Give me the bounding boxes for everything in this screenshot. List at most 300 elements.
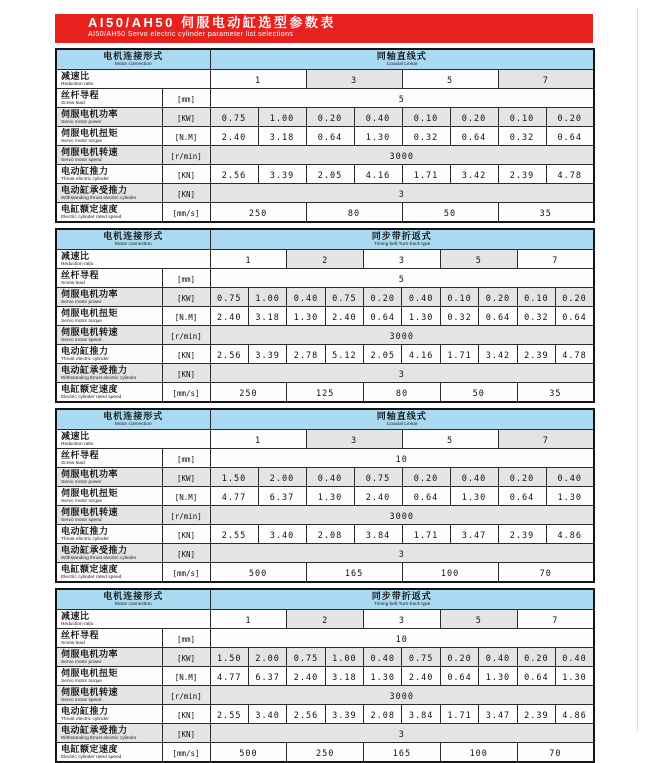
servo-motor-power-value-cell-text: 0.10	[447, 294, 472, 304]
servo-motor-speed-label-cell-cn: 伺服电机转速	[61, 686, 119, 697]
servo-motor-torque-value-cell	[364, 667, 402, 686]
servo-motor-power-value-cell	[556, 288, 595, 307]
servo-motor-torque-value-cell	[210, 667, 248, 686]
servo-motor-power-value-cell	[450, 108, 498, 127]
rated-speed-value-cell	[364, 383, 441, 403]
servo-motor-power-label-cell-en: Servo motor power	[61, 660, 102, 665]
cylinder-thrust-value-cell	[210, 165, 258, 184]
reduction-ratio-label-cell-cn: 减速比	[61, 610, 90, 621]
rated-speed-value-cell	[364, 743, 441, 763]
servo-motor-power-value-cell-text: 2.00	[255, 654, 280, 664]
withstanding-thrust-label-cell-cn: 电动缸承受推力	[61, 364, 128, 375]
servo-motor-torque-unit-cell	[162, 667, 210, 686]
servo-motor-power-label-cell-en: Servo motor power	[61, 300, 102, 305]
servo-motor-torque-value-cell	[517, 307, 555, 326]
page-edge-line	[637, 8, 638, 731]
connection-type-header-cell-en: Timing belt Turn-back type	[373, 242, 430, 247]
servo-motor-torque-value-cell	[517, 667, 555, 686]
servo-motor-torque-value-cell-text: 2.40	[221, 133, 247, 143]
cylinder-thrust-value-cell-text: 2.39	[509, 171, 535, 181]
servo-motor-power-value-cell-text: 0.20	[447, 654, 472, 664]
servo-motor-torque-value-cell-text: 1.30	[370, 673, 396, 683]
rated-speed-value-cell	[306, 563, 402, 583]
servo-motor-torque-value-cell	[354, 487, 402, 506]
cylinder-thrust-value-cell	[440, 705, 478, 724]
reduction-ratio-value-cell	[498, 430, 594, 449]
reduction-ratio-label-cell	[56, 430, 210, 449]
motor-connection-header-cell-cn: 电机连接形式	[103, 410, 164, 421]
servo-motor-torque-value-cell-text: 0.64	[317, 133, 343, 143]
servo-motor-power-value-cell	[364, 648, 402, 667]
cylinder-thrust-value-cell-text: 2.08	[317, 531, 343, 541]
withstanding-thrust-label-cell-en: Withstanding thrust electric cylinder	[61, 736, 137, 741]
servo-motor-power-value-cell-text: 0.75	[293, 654, 319, 664]
servo-motor-torque-unit-cell	[162, 487, 210, 506]
servo-motor-power-value-cell-text: 0.75	[332, 294, 357, 304]
rated-speed-value-cell	[210, 563, 306, 583]
reduction-ratio-value-cell	[287, 250, 364, 269]
screw-lead-merged-value-cell	[210, 449, 594, 468]
screw-lead-merged-value-cell-text: 10	[395, 455, 408, 465]
servo-motor-torque-value-cell-text: 0.32	[524, 313, 549, 323]
servo-motor-power-label-cell	[56, 108, 162, 127]
servo-motor-torque-unit-cell-text: [N.M]	[174, 313, 198, 322]
servo-motor-torque-value-cell	[306, 487, 354, 506]
cylinder-thrust-unit-cell-text: [KN]	[176, 711, 196, 720]
screw-lead-label-cell-cn: 丝杆导程	[61, 269, 100, 280]
screw-lead-label-cell	[56, 449, 162, 468]
rated-speed-unit-cell-text: [mm/s]	[172, 569, 200, 578]
servo-motor-torque-label-cell	[56, 307, 162, 326]
parameter-table	[55, 588, 595, 763]
motor-connection-header-cell-cn: 电机连接形式	[103, 590, 164, 601]
servo-motor-torque-value-cell-text: 6.37	[269, 493, 295, 503]
servo-motor-torque-value-cell-text: 1.30	[408, 313, 434, 323]
cylinder-thrust-value-cell	[440, 345, 478, 364]
cylinder-thrust-value-cell-text: 1.71	[447, 711, 472, 721]
servo-motor-torque-value-cell	[498, 487, 546, 506]
reduction-ratio-value-cell-text: 5	[475, 616, 482, 626]
servo-motor-torque-value-cell-text: 1.30	[557, 493, 583, 503]
servo-motor-power-value-cell	[287, 288, 325, 307]
motor-connection-header-cell	[56, 409, 210, 430]
rated-speed-value-cell-text: 100	[440, 569, 460, 579]
reduction-ratio-value-cell-text: 2	[322, 616, 329, 626]
withstanding-thrust-label-cell-cn: 电动缸承受推力	[61, 184, 128, 195]
cylinder-thrust-value-cell-text: 3.84	[365, 531, 391, 541]
cylinder-thrust-unit-cell	[162, 165, 210, 184]
screw-lead-unit-cell	[162, 449, 210, 468]
rated-speed-value-cell	[210, 203, 306, 223]
withstanding-thrust-label-cell	[56, 184, 162, 203]
servo-motor-power-label-cell-cn: 伺服电机功率	[61, 288, 119, 299]
servo-motor-power-value-cell	[479, 288, 517, 307]
servo-motor-torque-value-cell	[479, 307, 517, 326]
cylinder-thrust-value-cell	[402, 525, 450, 544]
servo-motor-speed-merged-value-cell	[210, 686, 594, 705]
cylinder-thrust-label-cell-cn: 电动缸推力	[61, 345, 109, 356]
servo-motor-torque-value-cell-text: 1.30	[293, 313, 319, 323]
cylinder-thrust-value-cell-text: 4.78	[557, 171, 583, 181]
cylinder-thrust-value-cell	[306, 525, 354, 544]
rated-speed-value-cell	[210, 743, 287, 763]
cylinder-thrust-value-cell-text: 3.39	[255, 351, 280, 361]
servo-motor-power-unit-cell	[162, 648, 210, 667]
rated-speed-value-cell	[440, 743, 517, 763]
screw-lead-label-cell-en: Screw lead	[61, 461, 85, 466]
servo-motor-speed-label-cell-en: Servo motor speed	[61, 698, 102, 703]
servo-motor-torque-value-cell	[210, 487, 258, 506]
servo-motor-torque-value-cell-text: 1.30	[317, 493, 343, 503]
servo-motor-torque-value-cell	[556, 307, 595, 326]
servo-motor-power-value-cell	[498, 108, 546, 127]
servo-motor-power-value-cell-text: 1.50	[216, 654, 242, 664]
servo-motor-torque-value-cell	[479, 667, 517, 686]
reduction-ratio-value-cell	[210, 430, 306, 449]
servo-motor-torque-value-cell-text: 0.64	[447, 673, 472, 683]
servo-motor-torque-value-cell	[546, 127, 594, 146]
servo-motor-power-value-cell-text: 0.40	[461, 474, 487, 484]
reduction-ratio-value-cell-text: 1	[254, 76, 262, 86]
motor-connection-header-cell-en: Motor connection	[114, 422, 152, 427]
servo-motor-power-value-cell-text: 0.40	[365, 114, 391, 124]
servo-motor-speed-merged-value-cell	[210, 506, 594, 525]
servo-motor-power-value-cell-text: 0.40	[408, 294, 434, 304]
servo-motor-torque-value-cell-text: 2.40	[332, 313, 357, 323]
withstanding-thrust-merged-value-cell	[210, 184, 594, 203]
rated-speed-value-cell-text: 80	[347, 209, 361, 219]
servo-motor-power-label-cell	[56, 288, 162, 307]
servo-motor-power-value-cell	[248, 648, 286, 667]
cylinder-thrust-value-cell	[210, 345, 248, 364]
servo-motor-power-value-cell	[402, 108, 450, 127]
reduction-ratio-label-cell-cn: 减速比	[61, 430, 90, 441]
rated-speed-value-cell-text: 500	[239, 749, 258, 759]
servo-motor-power-value-cell-text: 0.20	[562, 294, 587, 304]
cylinder-thrust-value-cell	[546, 525, 594, 544]
rated-speed-value-cell	[498, 563, 594, 583]
servo-motor-torque-value-cell	[306, 127, 354, 146]
rated-speed-value-cell-text: 80	[395, 389, 409, 399]
cylinder-thrust-unit-cell-text: [KN]	[176, 531, 196, 540]
reduction-ratio-label-cell-en: Reduction ratio	[61, 442, 94, 447]
servo-motor-speed-label-cell-en: Servo motor speed	[61, 158, 102, 163]
servo-motor-torque-label-cell-en: Servo motor torque	[61, 679, 103, 684]
withstanding-thrust-unit-cell	[162, 184, 210, 203]
cylinder-thrust-value-cell-text: 3.47	[461, 531, 487, 541]
reduction-ratio-value-cell-text: 3	[398, 256, 406, 266]
servo-motor-power-unit-cell-text: [KW]	[176, 654, 196, 663]
rated-speed-label-cell	[56, 563, 162, 583]
screw-lead-merged-value-cell-text: 5	[398, 95, 405, 105]
servo-motor-torque-unit-cell-text: [N.M]	[174, 133, 198, 142]
cylinder-thrust-value-cell-text: 2.56	[221, 171, 247, 181]
servo-motor-power-label-cell-en: Servo motor power	[61, 120, 102, 125]
withstanding-thrust-unit-cell	[162, 724, 210, 743]
rated-speed-value-cell	[517, 743, 594, 763]
connection-type-header-cell-en: Coaxial Linear	[386, 422, 418, 427]
servo-motor-torque-value-cell	[498, 127, 546, 146]
servo-motor-torque-value-cell	[402, 127, 450, 146]
servo-motor-torque-value-cell-text: 3.18	[332, 673, 357, 683]
reduction-ratio-value-cell-text: 5	[446, 76, 454, 86]
screw-lead-label-cell-cn: 丝杆导程	[61, 89, 100, 100]
cylinder-thrust-value-cell-text: 2.56	[293, 711, 319, 721]
servo-motor-power-value-cell	[287, 648, 325, 667]
cylinder-thrust-value-cell	[354, 165, 402, 184]
cylinder-thrust-value-cell	[364, 345, 402, 364]
servo-motor-speed-unit-cell	[162, 326, 210, 345]
reduction-ratio-value-cell	[498, 70, 594, 89]
cylinder-thrust-value-cell	[479, 705, 517, 724]
rated-speed-value-cell-text: 165	[344, 569, 364, 579]
rated-speed-value-cell-text: 500	[248, 569, 268, 579]
servo-motor-power-value-cell	[546, 108, 594, 127]
servo-motor-speed-label-cell-en: Servo motor speed	[61, 338, 102, 343]
servo-motor-torque-value-cell	[248, 667, 286, 686]
reduction-ratio-value-cell-text: 7	[542, 436, 549, 446]
reduction-ratio-value-cell-text: 3	[350, 436, 358, 446]
servo-motor-torque-unit-cell	[162, 127, 210, 146]
servo-motor-torque-value-cell	[402, 307, 440, 326]
servo-motor-torque-value-cell	[402, 667, 440, 686]
connection-type-header-cell	[210, 229, 594, 250]
rated-speed-unit-cell-text: [mm/s]	[172, 389, 200, 398]
withstanding-thrust-unit-cell	[162, 364, 210, 383]
servo-motor-power-value-cell	[325, 648, 363, 667]
screw-lead-merged-value-cell	[210, 89, 594, 108]
cylinder-thrust-unit-cell	[162, 345, 210, 364]
reduction-ratio-label-cell	[56, 610, 210, 629]
cylinder-thrust-value-cell	[402, 165, 450, 184]
servo-motor-power-value-cell	[210, 108, 258, 127]
rated-speed-value-cell	[287, 383, 364, 403]
withstanding-thrust-merged-value-cell-text: 3	[398, 370, 405, 380]
rated-speed-value-cell-text: 50	[472, 389, 485, 399]
servo-motor-torque-value-cell-text: 0.32	[413, 133, 439, 143]
connection-type-header-cell-en: Coaxial Linear	[386, 62, 418, 67]
servo-motor-torque-label-cell-cn: 伺服电机扭矩	[61, 487, 119, 498]
cylinder-thrust-value-cell-text: 2.55	[221, 531, 247, 541]
rated-speed-value-cell	[517, 383, 594, 403]
servo-motor-torque-value-cell	[258, 487, 306, 506]
reduction-ratio-label-cell-en: Reduction ratio	[61, 262, 94, 267]
servo-motor-torque-value-cell-text: 3.18	[269, 133, 295, 143]
cylinder-thrust-value-cell-text: 3.39	[332, 711, 357, 721]
motor-connection-header-cell-en: Motor connection	[114, 602, 152, 607]
reduction-ratio-value-cell	[287, 610, 364, 629]
parameter-table	[55, 228, 595, 403]
servo-motor-torque-value-cell	[325, 667, 363, 686]
rated-speed-label-cell-cn: 电缸额定速度	[61, 563, 119, 574]
servo-motor-power-value-cell-text: 0.40	[557, 474, 583, 484]
rated-speed-unit-cell	[162, 563, 210, 583]
cylinder-thrust-value-cell	[287, 345, 325, 364]
cylinder-thrust-label-cell-cn: 电动缸推力	[61, 525, 109, 536]
cylinder-thrust-label-cell-cn: 电动缸推力	[61, 705, 109, 716]
connection-type-header-cell-cn: 同步带折返式	[371, 590, 432, 601]
servo-motor-speed-unit-cell	[162, 506, 210, 525]
connection-type-header-cell-cn: 同轴直线式	[376, 50, 427, 61]
servo-motor-speed-label-cell	[56, 686, 162, 705]
servo-motor-torque-label-cell	[56, 127, 162, 146]
cylinder-thrust-value-cell	[364, 705, 402, 724]
servo-motor-power-label-cell-en: Servo motor power	[61, 480, 102, 485]
parameter-table	[55, 408, 595, 583]
parameter-table	[55, 48, 595, 223]
servo-motor-power-value-cell-text: 0.75	[365, 474, 391, 484]
reduction-ratio-value-cell-text: 1	[254, 436, 262, 446]
reduction-ratio-value-cell	[306, 70, 402, 89]
servo-motor-power-label-cell	[56, 648, 162, 667]
reduction-ratio-value-cell	[440, 250, 517, 269]
reduction-ratio-label-cell-cn: 减速比	[61, 250, 90, 261]
servo-motor-power-value-cell-text: 0.75	[216, 294, 242, 304]
withstanding-thrust-label-cell-cn: 电动缸承受推力	[61, 544, 128, 555]
reduction-ratio-label-cell-en: Reduction ratio	[61, 82, 94, 87]
rated-speed-unit-cell-text: [mm/s]	[172, 749, 200, 758]
cylinder-thrust-value-cell-text: 3.42	[485, 351, 511, 361]
servo-motor-power-unit-cell-text: [KW]	[176, 294, 196, 303]
servo-motor-torque-value-cell-text: 4.77	[216, 673, 242, 683]
withstanding-thrust-merged-value-cell-text: 3	[398, 550, 405, 560]
rated-speed-unit-cell	[162, 743, 210, 763]
reduction-ratio-value-cell	[210, 70, 306, 89]
rated-speed-label-cell-en: Electric cylinder rated speed	[61, 395, 122, 400]
motor-connection-header-cell-en: Motor connection	[114, 62, 152, 67]
rated-speed-value-cell-text: 125	[316, 389, 335, 399]
rated-speed-unit-cell	[162, 203, 210, 223]
reduction-ratio-value-cell	[364, 610, 441, 629]
withstanding-thrust-label-cell-cn: 电动缸承受推力	[61, 724, 128, 735]
servo-motor-power-label-cell-cn: 伺服电机功率	[61, 648, 119, 659]
servo-motor-power-value-cell-text: 1.00	[332, 654, 357, 664]
servo-motor-power-value-cell-text: 0.40	[562, 654, 587, 664]
servo-motor-speed-label-cell	[56, 506, 162, 525]
reduction-ratio-value-cell-text: 5	[475, 256, 482, 266]
servo-motor-torque-label-cell-cn: 伺服电机扭矩	[61, 667, 119, 678]
cylinder-thrust-value-cell-text: 2.39	[524, 711, 549, 721]
servo-motor-torque-value-cell-text: 0.64	[524, 673, 549, 683]
servo-motor-speed-unit-cell	[162, 146, 210, 165]
servo-motor-power-value-cell-text: 0.20	[317, 114, 343, 124]
motor-connection-header-cell-cn: 电机连接形式	[103, 50, 164, 61]
cylinder-thrust-value-cell-text: 4.86	[562, 711, 587, 721]
cylinder-thrust-label-cell	[56, 165, 162, 184]
servo-motor-power-value-cell-text: 0.10	[524, 294, 549, 304]
reduction-ratio-value-cell	[402, 430, 498, 449]
servo-motor-power-value-cell-text: 0.40	[293, 294, 319, 304]
cylinder-thrust-value-cell-text: 3.47	[485, 711, 511, 721]
cylinder-thrust-value-cell	[210, 705, 248, 724]
servo-motor-power-unit-cell	[162, 288, 210, 307]
servo-motor-torque-unit-cell-text: [N.M]	[174, 673, 198, 682]
cylinder-thrust-unit-cell	[162, 525, 210, 544]
servo-motor-torque-label-cell-cn: 伺服电机扭矩	[61, 307, 119, 318]
cylinder-thrust-value-cell	[325, 705, 363, 724]
servo-motor-power-value-cell-text: 2.00	[269, 474, 295, 484]
screw-lead-unit-cell	[162, 629, 210, 648]
servo-motor-torque-value-cell-text: 0.64	[509, 493, 535, 503]
cylinder-thrust-value-cell-text: 4.86	[557, 531, 583, 541]
servo-motor-speed-merged-value-cell-text: 3000	[389, 152, 415, 162]
servo-motor-torque-value-cell-text: 1.30	[485, 673, 511, 683]
servo-motor-torque-label-cell	[56, 667, 162, 686]
cylinder-thrust-value-cell	[556, 345, 595, 364]
motor-connection-header-cell	[56, 229, 210, 250]
withstanding-thrust-merged-value-cell	[210, 724, 594, 743]
withstanding-thrust-unit-cell-text: [KN]	[176, 550, 196, 559]
cylinder-thrust-value-cell	[325, 345, 363, 364]
rated-speed-label-cell	[56, 203, 162, 223]
rated-speed-unit-cell-text: [mm/s]	[172, 209, 200, 218]
reduction-ratio-value-cell	[210, 250, 287, 269]
servo-motor-power-value-cell-text: 0.40	[370, 654, 396, 664]
servo-motor-power-label-cell	[56, 468, 162, 487]
rated-speed-value-cell-text: 250	[239, 389, 258, 399]
servo-motor-torque-value-cell-text: 0.64	[485, 313, 511, 323]
servo-motor-power-value-cell-text: 0.75	[408, 654, 434, 664]
servo-motor-torque-label-cell-en: Servo motor torque	[61, 319, 103, 324]
servo-motor-torque-value-cell	[248, 307, 286, 326]
cylinder-thrust-unit-cell-text: [KN]	[176, 351, 196, 360]
withstanding-thrust-unit-cell-text: [KN]	[176, 730, 196, 739]
cylinder-thrust-value-cell	[258, 165, 306, 184]
cylinder-thrust-value-cell	[210, 525, 258, 544]
servo-motor-power-label-cell-cn: 伺服电机功率	[61, 468, 119, 479]
cylinder-thrust-unit-cell-text: [KN]	[176, 171, 196, 180]
rated-speed-value-cell-text: 70	[549, 749, 562, 759]
servo-motor-torque-value-cell	[364, 307, 402, 326]
motor-connection-header-cell-cn: 电机连接形式	[103, 230, 164, 241]
servo-motor-torque-value-cell-text: 1.30	[562, 673, 587, 683]
servo-motor-power-value-cell-text: 0.20	[461, 114, 487, 124]
rated-speed-value-cell-text: 35	[539, 209, 552, 219]
servo-motor-torque-label-cell-en: Servo motor torque	[61, 139, 103, 144]
servo-motor-power-value-cell	[402, 288, 440, 307]
servo-motor-torque-value-cell-text: 0.64	[413, 493, 439, 503]
cylinder-thrust-value-cell-text: 2.55	[216, 711, 242, 721]
servo-motor-speed-merged-value-cell	[210, 326, 594, 345]
cylinder-thrust-value-cell	[479, 345, 517, 364]
servo-motor-torque-label-cell	[56, 487, 162, 506]
cylinder-thrust-value-cell	[306, 165, 354, 184]
withstanding-thrust-merged-value-cell-text: 3	[398, 730, 405, 740]
cylinder-thrust-value-cell	[517, 705, 555, 724]
withstanding-thrust-merged-value-cell	[210, 544, 594, 563]
servo-motor-power-value-cell	[210, 468, 258, 487]
servo-motor-power-value-cell-text: 0.10	[413, 114, 439, 124]
cylinder-thrust-value-cell	[546, 165, 594, 184]
rated-speed-label-cell	[56, 383, 162, 403]
connection-type-header-cell	[210, 409, 594, 430]
screw-lead-label-cell	[56, 629, 162, 648]
cylinder-thrust-value-cell	[258, 525, 306, 544]
servo-motor-power-label-cell-cn: 伺服电机功率	[61, 108, 119, 119]
servo-motor-torque-value-cell	[450, 127, 498, 146]
reduction-ratio-label-cell-cn: 减速比	[61, 70, 90, 81]
cylinder-thrust-value-cell	[248, 705, 286, 724]
cylinder-thrust-value-cell-text: 1.71	[413, 531, 439, 541]
servo-motor-torque-value-cell	[450, 487, 498, 506]
servo-motor-torque-value-cell-text: 0.64	[557, 133, 583, 143]
withstanding-thrust-label-cell-en: Withstanding thrust electric cylinder	[61, 376, 137, 381]
servo-motor-torque-value-cell	[287, 667, 325, 686]
reduction-ratio-value-cell-text: 1	[245, 256, 252, 266]
servo-motor-power-value-cell	[517, 288, 555, 307]
cylinder-thrust-value-cell	[354, 525, 402, 544]
title-band	[55, 14, 593, 43]
